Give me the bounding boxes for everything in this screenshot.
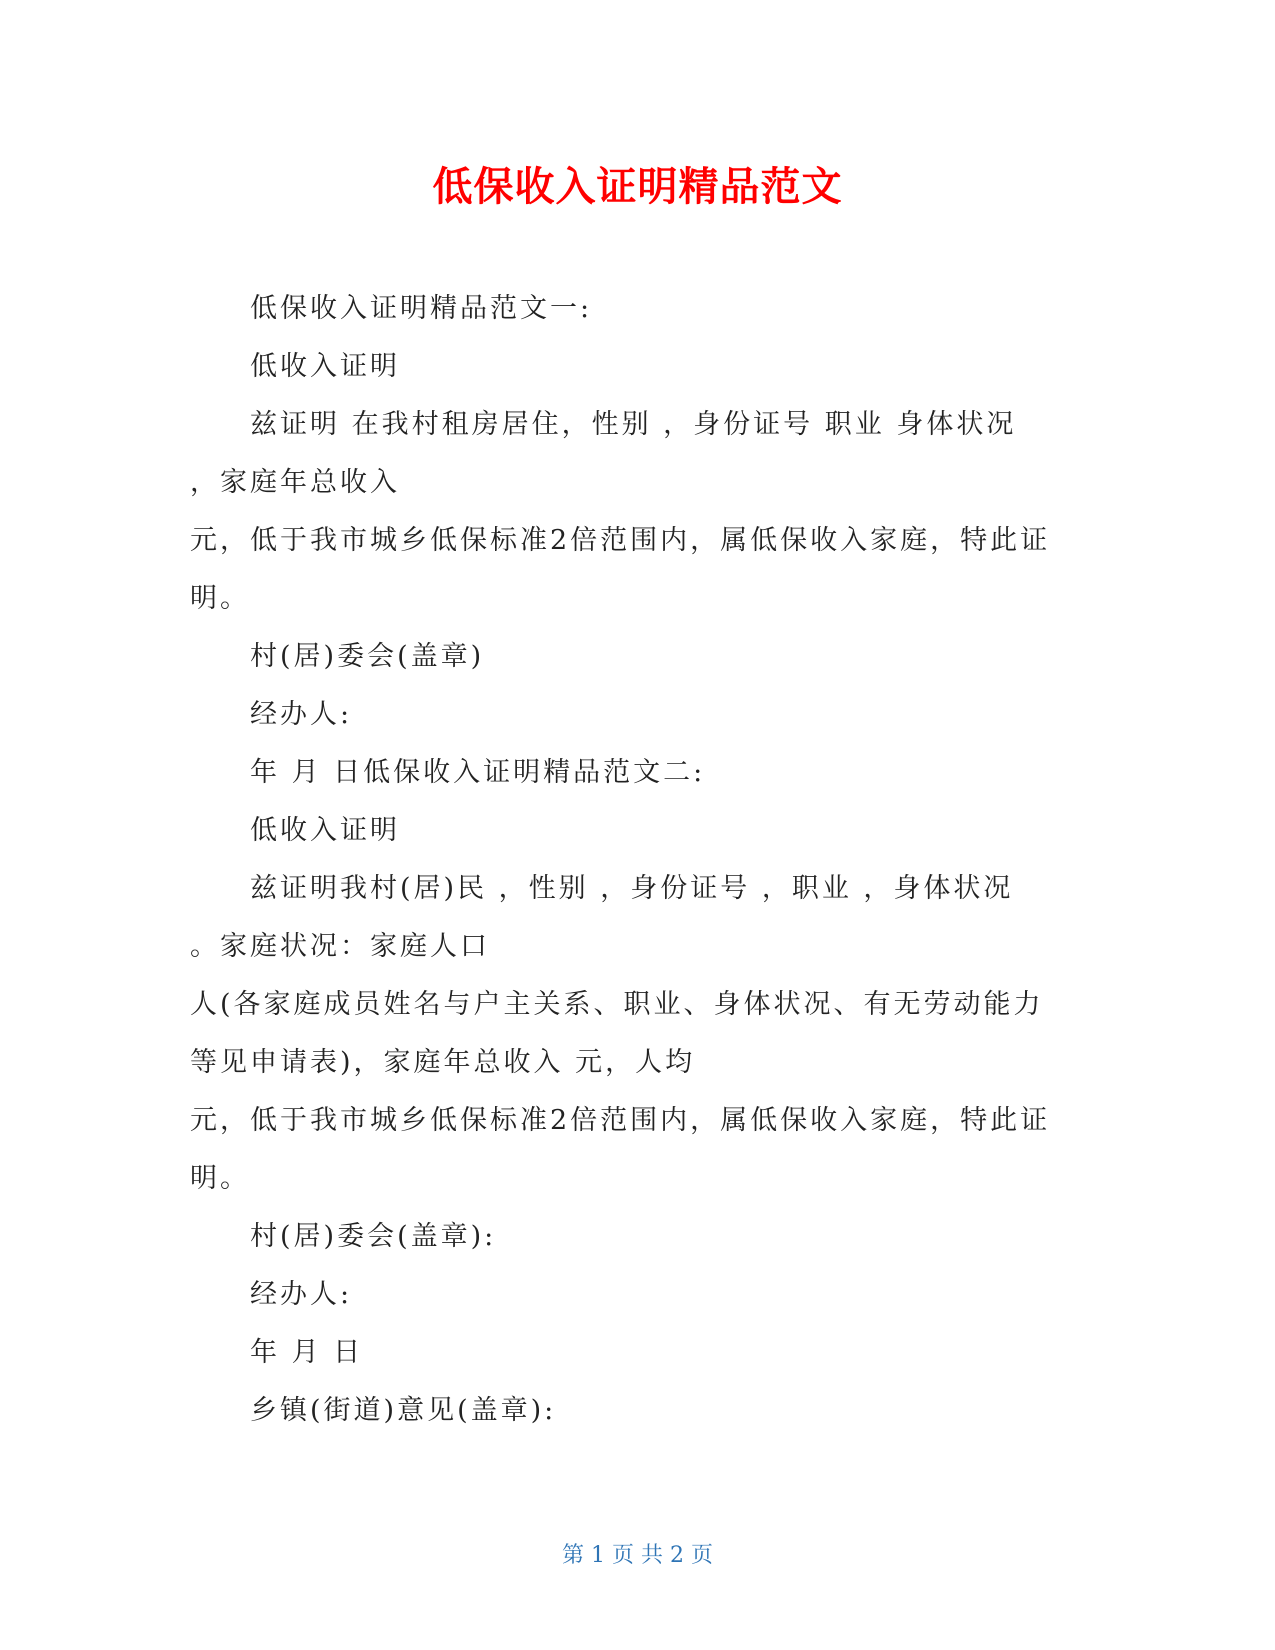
township-opinion-line: 乡镇(街道)意见(盖章):	[250, 1395, 557, 1426]
paragraph-line: 明。	[190, 1163, 250, 1194]
handler-line: 经办人:	[250, 1279, 353, 1310]
paragraph-line: 兹证明我村(居)民 ，性别 ，身份证号 ，职业 ，身体状况	[250, 873, 1014, 904]
paragraph-line: 元，低于我市城乡低保标准2倍范围内，属低保收入家庭，特此证	[190, 525, 1051, 556]
paragraph-line: 元，低于我市城乡低保标准2倍范围内，属低保收入家庭，特此证	[190, 1105, 1051, 1136]
paragraph-line: 明。	[190, 583, 250, 614]
paragraph-line: 人(各家庭成员姓名与户主关系、职业、身体状况、有无劳动能力	[190, 989, 1044, 1020]
document-title: 低保收入证明精品范文	[432, 164, 843, 210]
certificate-heading-one: 低收入证明	[250, 351, 400, 382]
page-footer: 第 1 页 共 2 页	[562, 1543, 713, 1568]
handler-line: 经办人:	[250, 699, 353, 730]
date-line: 年 月 日	[250, 1337, 364, 1368]
section-one-heading: 低保收入证明精品范文一:	[250, 293, 593, 324]
date-and-section-two-heading: 年 月 日低保收入证明精品范文二:	[250, 757, 706, 788]
certificate-heading-two: 低收入证明	[250, 815, 400, 846]
paragraph-line: ，家庭年总收入	[190, 467, 400, 498]
committee-seal-line: 村(居)委会(盖章)	[250, 641, 485, 672]
committee-seal-line: 村(居)委会(盖章):	[250, 1221, 497, 1252]
paragraph-line: 等见申请表)，家庭年总收入 元，人均	[190, 1047, 696, 1078]
paragraph-line: 兹证明 在我村租房居住，性别 ，身份证号 职业 身体状况	[250, 409, 1017, 440]
paragraph-line: 。家庭状况：家庭人口	[190, 931, 490, 962]
